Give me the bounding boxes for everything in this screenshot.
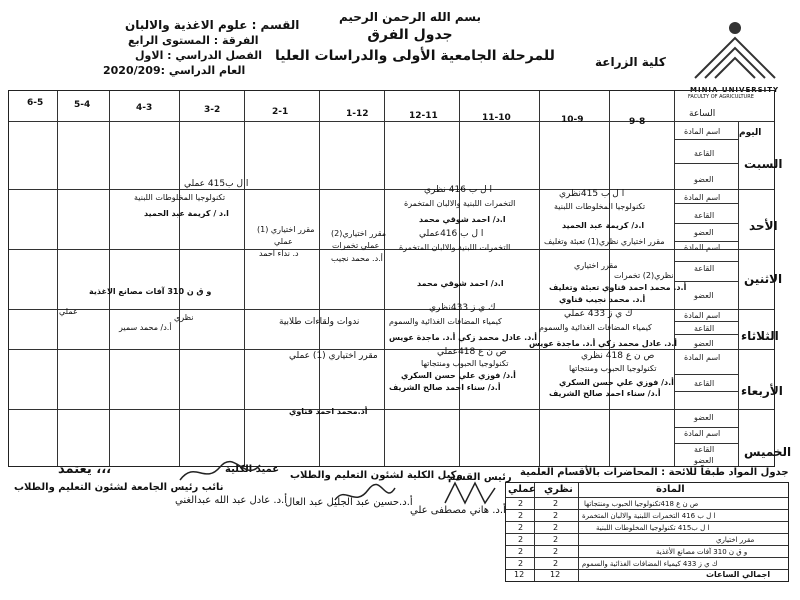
monday-c3-a: نظري [174,313,194,322]
corner-day-label: اليوم [739,128,762,138]
summary-row-subject: ك ي ز 433 كيمياء المضافات الغذائية والسموم [582,560,718,568]
sunday-member-1: ا.د/ كريمة عبد الحميد [562,221,645,230]
page-title: جدول الفرق [367,27,453,43]
tuesday-c2-hall: ك ي ز 433نظري [429,303,496,313]
monday-elective1-kind: عملي [274,237,293,246]
wednesday-member-1b: أ.د/ سناء احمد صالح الشريف [549,389,661,398]
university-logo [680,8,790,98]
sunday-c2-hall: ا ل ب 416 نظري [424,185,493,195]
time-slot: 11-10 [482,113,511,123]
summary-row-subject: ص ن ع 418تكنولوجيا الحبوب ومنتجاتها [584,500,699,508]
tuesday-c2-subject: كيمياء المضافات الغذائية والسموم [389,317,502,326]
day-monday: الاثنين [744,272,783,286]
wednesday-member-3: أد.محمد احمد قناوي [289,407,368,416]
department-head-signature [440,478,500,508]
day-tuesday: الثلاثاء [741,329,779,343]
time-slot: 9-8 [629,117,646,127]
summary-row-practical: 2 [518,511,524,520]
wednesday-member-2: أ.د/ فوزي علي حسن السكري [401,371,516,380]
summary-row-subject: ا ل ب415 تكنولوجيا المخلوطات اللبنية [596,524,710,532]
row-label-subject: اسم المادة [684,429,721,438]
row-label-hall: القاعة [694,445,715,454]
monday-member-3: ا.د/ احمد شوقي محمد [417,279,504,288]
sunday-c1-subject: تكنولوجيا المخلوطات اللبنية [554,202,646,211]
wednesday-elective: مقرر اختياري (1) عملي [289,351,378,361]
page-subtitle: للمرحلة الجامعية الأولى والدراسات العليا [275,48,555,64]
sunday-member-3: ا.د / كريمة عبد الحميد [144,209,229,218]
time-slot: 6-5 [27,98,44,108]
summary-row-practical: 2 [518,559,524,568]
vp-title: نائب رئيس الجامعة لشئون التعليم والطلاب [14,482,224,493]
time-slot: 2-1 [272,107,289,117]
department-label: القسم : علوم الاغذية والالبان [125,18,300,32]
row-label-member: العضو [694,456,714,465]
summary-header-practical: عملي [508,484,536,495]
vice-dean-title: وكيل الكلية لشئون التعليم والطلاب [290,470,463,481]
monday-c1-c: نظري(2) تخمرات [614,271,674,280]
dean-name: أ.د. عادل عبد الله عبدالغني [175,495,288,506]
monday-elective2-who: أ.د. محمد نجيب [331,254,383,263]
row-label-hall: القاعة [694,149,715,158]
row-label-hall: القاعة [694,379,715,388]
row-label-subject: اسم المادة [684,311,721,320]
summary-row-subject: و ق ن 310 آفات مصانع الأغذية [656,548,748,556]
day-saturday: السبت [744,157,783,171]
term-label: الفصل الدراسي : الاول [135,49,263,62]
tuesday-trips: ندوات ولقاءات طلابية [279,317,360,327]
corner-time-label: الساعة [689,109,716,119]
summary-row-subject: ا ل ب 416 التخمرات اللبنية والالبان المتخمرة [582,512,716,520]
summary-title: جدول المواد طبقاً للائحة : المحاضرات بالأقسام العلمية [520,467,789,478]
department-head-title: رئيس القسم [448,472,512,483]
wednesday-c1-hall: ص ن ع 418 نظري [581,351,655,361]
dean-title: عميد الكلية [225,464,280,475]
tuesday-c1-subject: كيمياء المضافات الغذائية والسموم [539,323,652,332]
monday-c3-b: عملي [59,307,78,316]
time-slot: 10-9 [561,115,584,125]
sunday-c3-hall: ا ل ب415 عملي [184,179,249,189]
time-slot: 5-4 [74,100,91,110]
summary-row-theory: 2 [553,535,559,544]
summary-row-theory: 2 [553,547,559,556]
summary-row-practical: 2 [518,523,524,532]
row-label-member: العضو [694,413,714,422]
sunday-c2-subject: التخمرات اللبنية والالبان المتخمرة [404,199,516,208]
summary-row-practical: 2 [518,547,524,556]
row-label-hall: القاعة [694,264,715,273]
summary-total-practical: 12 [514,570,525,579]
approved-label: يعتمد ،،، [58,462,112,477]
summary-header-subject: المادة [656,484,685,495]
row-label-member: العضو [694,175,714,184]
monday-elective2-kind: عملي تخمرات [332,241,380,250]
wednesday-c2-hall: ص ن ع 418عملي [437,347,507,357]
monday-c2-subject: التخمرات اللبنية والالبان المتخمرة [399,243,511,252]
monday-c2-hall: ا ل ب 416عملي [419,229,484,239]
wednesday-c2-subject: تكنولوجيا الحبوب ومنتجاتها [421,359,509,368]
basmala: بسم الله الرحمن الرحيم [338,10,482,24]
monday-c1-a: مقرر اختياري نظري(1) تعبئة وتغليف [544,237,665,246]
department-head-name: أ.د. هاني مصطفى علي [410,505,506,516]
monday-elective1-who: د. نداء احمد [259,249,299,258]
summary-header-theory: نظري [544,484,573,495]
wednesday-c1-subject: تكنولوجيا الحبوب ومنتجاتها [569,364,657,373]
time-slot: 3-2 [204,105,221,115]
time-slot: 1-12 [346,109,369,119]
row-label-member: العضو [694,291,714,300]
row-label-subject: اسم المادة [684,193,721,202]
sunday-member-2: ا.د/ احمد شوقي محمد [419,215,506,224]
year-label: العام الدراسي :2020/209 [103,64,246,77]
summary-total-label: اجمالي الساعات [706,570,771,579]
summary-row-theory: 2 [553,523,559,532]
time-slot: 12-11 [409,111,438,121]
summary-row-theory: 2 [553,499,559,508]
monday-member-4: أ.د/ محمد سمير [119,323,172,332]
tuesday-member-2: أ.د. عادل محمد زكي أ.د. ماجدة عويس [389,333,537,342]
monday-c1-b: مقرر اختياري [574,261,618,270]
logo-subtext: FACULTY OF AGRICULTURE [688,94,754,100]
monday-member-1: أ.د. محمد احمد قناوي تعبئة وتغليف [549,283,687,292]
day-wednesday: الأربعاء [741,384,783,398]
time-slot: 4-3 [136,103,153,113]
row-label-hall: القاعة [694,324,715,333]
wednesday-member-1: أ.د/ فوزي علي حسن السكري [559,378,674,387]
day-thursday: الخميس [744,445,792,459]
row-label-member: العضو [694,228,714,237]
dean-signature [175,455,265,490]
summary-row-subject: مقرر اختياري [716,536,755,544]
logo-text: MINIA UNIVERSITY [690,86,780,94]
row-label-member: العضو [694,339,714,348]
level-label: الفرقة : المستوى الرابع [128,34,259,47]
row-label-subject: اسم المادة [684,353,721,362]
faculty-label: كلية الزراعة [595,55,666,69]
summary-row-practical: 2 [518,535,524,544]
row-label-subject: اسم المادة [684,243,721,252]
monday-elective2: مقرر اختياري(2) [331,229,387,238]
summary-row-theory: 2 [553,559,559,568]
wednesday-member-2b: أ.د/ سناء احمد صالح الشريف [389,383,501,392]
monday-member-2: أ.د. محمد نجيب قناوي [559,295,646,304]
sunday-c1-hall: ا ل ب 415نظري [559,189,625,199]
monday-c3-hall: و ق ن 310 آفات مصانع الاغذية [89,287,212,296]
tuesday-c1-hall: ك ي ز 433 عملي [564,309,633,319]
row-label-subject: اسم المادة [684,127,721,136]
tuesday-member-1: أ.د. عادل محمد زكي أ.د. ماجدة عويس [529,339,677,348]
summary-table [505,482,789,582]
day-sunday: الأحد [749,219,778,233]
row-label-hall: القاعة [694,211,715,220]
monday-elective1: مقرر اختياري (1) [257,225,315,234]
summary-row-practical: 2 [518,499,524,508]
summary-row-theory: 2 [553,511,559,520]
sunday-c3-subject: تكنولوجيا المخلوطات اللبنية [134,193,226,202]
vice-dean-name: أ.د.حسين عبد الجليل عبد العال [285,497,413,508]
summary-total-theory: 12 [550,570,561,579]
